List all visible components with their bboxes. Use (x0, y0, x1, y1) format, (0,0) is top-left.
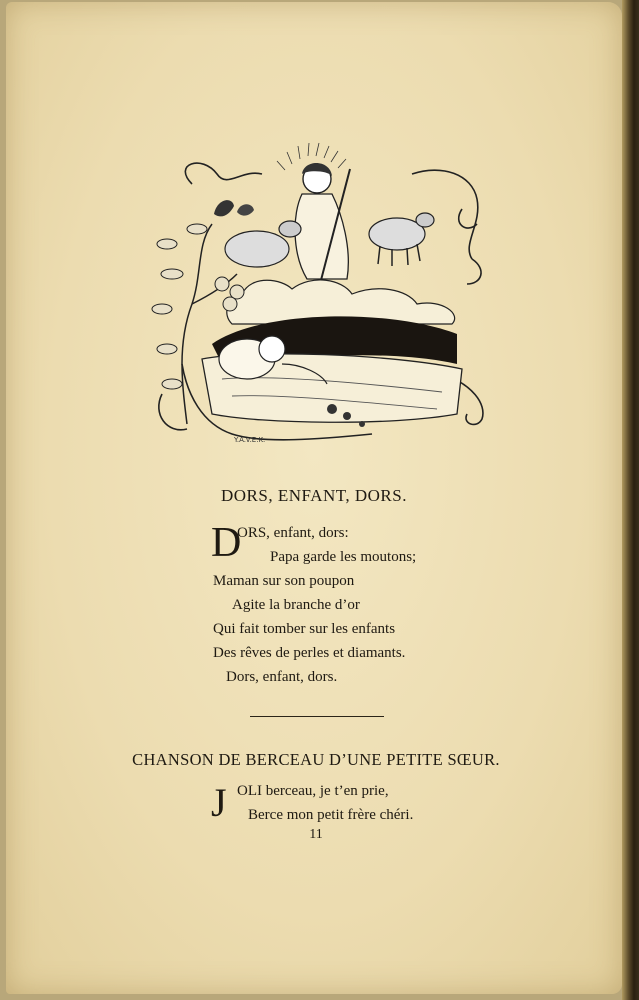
poem-line: ORS, enfant, dors: (237, 525, 349, 541)
song-line: OLI berceau, je t’en prie, (237, 783, 389, 799)
book-page (6, 2, 622, 994)
song-line: Berce mon petit frère chéri. (248, 807, 414, 823)
dropcap-j: J (211, 780, 227, 825)
poem-line: Des rêves de perles et diamants. (213, 645, 406, 661)
poem-line: Qui fait tomber sur les enfants (213, 621, 396, 637)
poem-line: Dors, enfant, dors. (226, 669, 338, 685)
cradle-illustration (142, 134, 502, 449)
song-title: CHANSON DE BERCEAU D’UNE PETITE SŒUR. (132, 750, 500, 769)
book-edge (622, 0, 639, 1000)
section-divider (250, 716, 384, 717)
illustrator-signature: Y.A.v.E.K. (234, 436, 266, 444)
poem-title: DORS, ENFANT, DORS. (221, 486, 407, 505)
poem-line: Maman sur son poupon (213, 573, 355, 589)
dropcap-d: D (211, 520, 242, 566)
poem-line: Agite la branche d’or (232, 597, 360, 613)
page-number: 11 (309, 827, 323, 842)
poem-line: Papa garde les moutons; (270, 549, 417, 565)
